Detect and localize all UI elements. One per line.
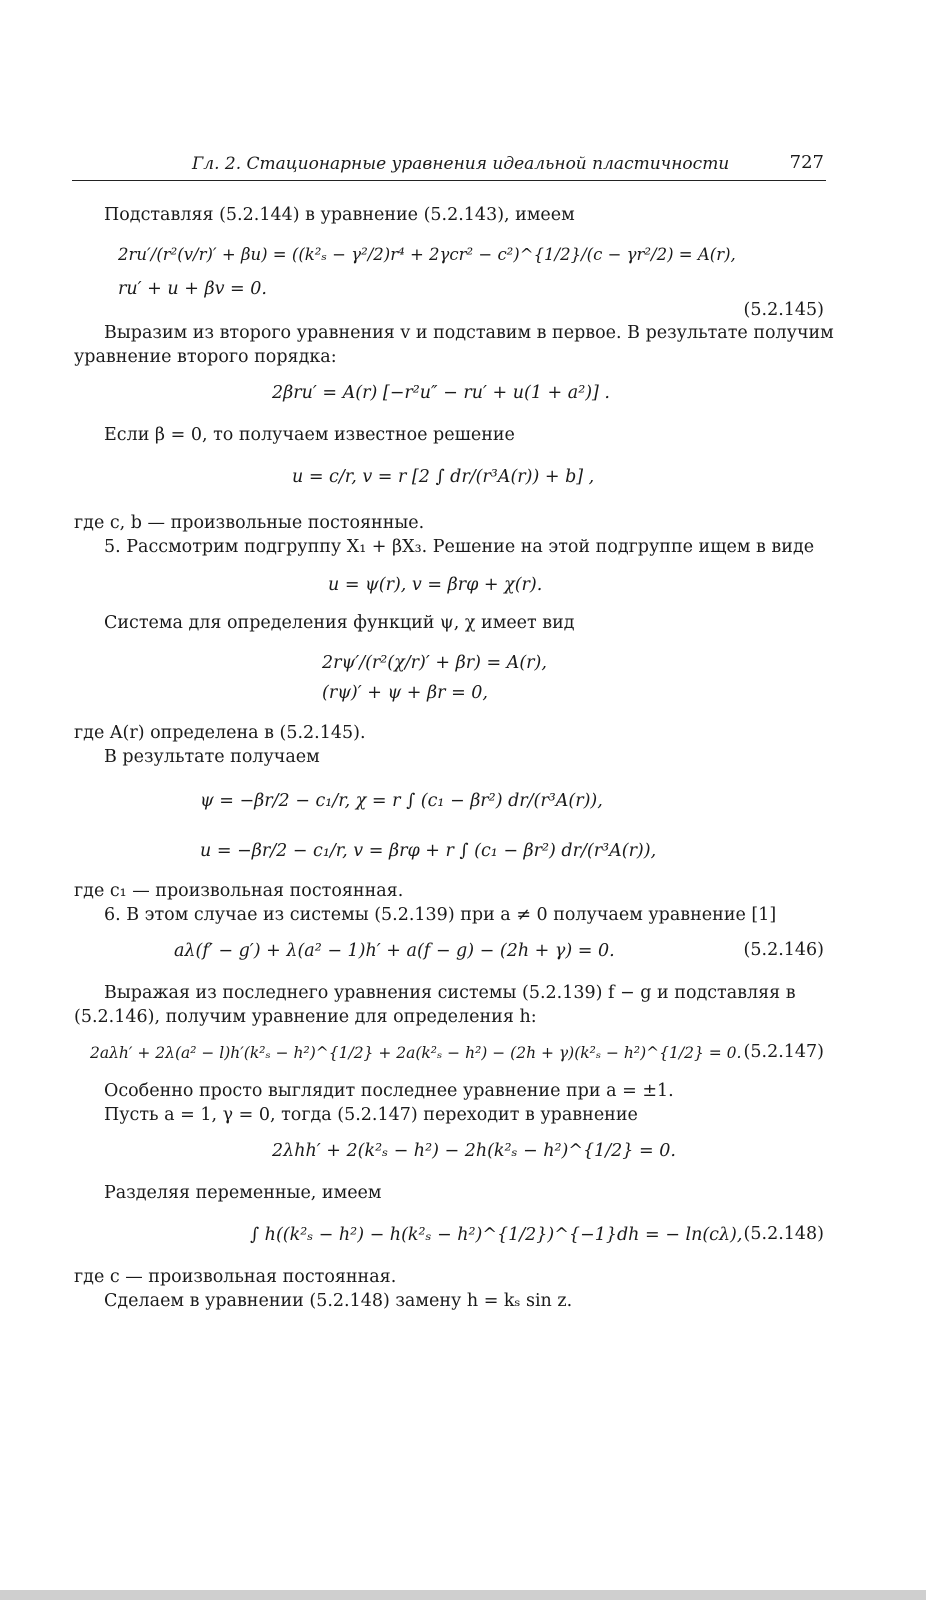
- text-line: где c, b — произвольные постоянные.: [74, 513, 425, 533]
- text-line: 5. Рассмотрим подгруппу X₁ + βX₃. Решение на этой подгруппе ищем в виде: [104, 537, 815, 557]
- equation: u = c/r, v = r [2 ∫ dr/(r³A(r)) + b] ,: [292, 467, 595, 487]
- equation-number: (5.2.148): [743, 1224, 824, 1244]
- equation: ∫ h((k²ₛ − h²) − h(k²ₛ − h²)^{1/2})^{−1}dh = − ln(cλ),: [250, 1225, 743, 1245]
- page-number: 727: [789, 152, 824, 173]
- equation: ψ = −βr/2 − c₁/r, χ = r ∫ (c₁ − βr²) dr/(r³A(r)),: [200, 791, 603, 811]
- running-header: [72, 150, 826, 181]
- equation: 2λhh′ + 2(k²ₛ − h²) − 2h(k²ₛ − h²)^{1/2} = 0.: [272, 1141, 676, 1161]
- equation: ru′ + u + βv = 0.: [118, 279, 267, 299]
- text-line: Особенно просто выглядит последнее уравнение при a = ±1.: [104, 1081, 674, 1101]
- equation: 2ru′/(r²(v/r)′ + βu) = ((k²ₛ − γ²/2)r⁴ + 2γcr² − c²)^{1/2}/(c − γr²/2) = A(r),: [118, 245, 736, 264]
- text-line: где A(r) определена в (5.2.145).: [74, 723, 366, 743]
- equation-number: (5.2.146): [743, 940, 824, 960]
- text-line: Если β = 0, то получаем известное решение: [104, 425, 515, 445]
- chapter-title: Гл. 2. Стационарные уравнения идеальной пластичности: [192, 154, 730, 174]
- equation-number: (5.2.147): [743, 1042, 824, 1062]
- text-line: Разделяя переменные, имеем: [104, 1183, 382, 1203]
- text-line: 6. В этом случае из системы (5.2.139) при a ≠ 0 получаем уравнение [1]: [104, 905, 777, 925]
- text-line: где c — произвольная постоянная.: [74, 1267, 397, 1287]
- equation: aλ(f′ − g′) + λ(a² − 1)h′ + a(f − g) − (2h + γ) = 0.: [174, 941, 615, 961]
- text-line: В результате получаем: [104, 747, 320, 767]
- scan-edge: [0, 1590, 926, 1600]
- equation-number: (5.2.145): [743, 300, 824, 320]
- equation: 2aλh′ + 2λ(a² − l)h′(k²ₛ − h²)^{1/2} + 2a(k²ₛ − h²) − (2h + γ)(k²ₛ − h²)^{1/2} = 0.: [90, 1044, 742, 1062]
- equation: 2rψ′/(r²(χ/r)′ + βr) = A(r),: [322, 653, 547, 673]
- equation: 2βru′ = A(r) [−r²u″ − ru′ + u(1 + a²)] .: [272, 383, 610, 403]
- equation: u = ψ(r), v = βrφ + χ(r).: [328, 575, 543, 595]
- equation: (rψ)′ + ψ + βr = 0,: [322, 683, 488, 703]
- text-line: Сделаем в уравнении (5.2.148) замену h = kₛ sin z.: [104, 1291, 573, 1311]
- text-line: Пусть a = 1, γ = 0, тогда (5.2.147) переходит в уравнение: [104, 1105, 638, 1125]
- equation: u = −βr/2 − c₁/r, v = βrφ + r ∫ (c₁ − βr²) dr/(r³A(r)),: [200, 841, 657, 861]
- text-line: Выразим из второго уравнения v и подставим в первое. В результате получим: [104, 323, 834, 343]
- text-line: Подставляя (5.2.144) в уравнение (5.2.143), имеем: [104, 205, 575, 225]
- text-line: уравнение второго порядка:: [74, 347, 337, 367]
- text-line: Выражая из последнего уравнения системы (5.2.139) f − g и подставляя в: [104, 983, 796, 1003]
- text-line: Система для определения функций ψ, χ имеет вид: [104, 613, 575, 633]
- text-line: где c₁ — произвольная постоянная.: [74, 881, 404, 901]
- text-line: (5.2.146), получим уравнение для определения h:: [74, 1007, 537, 1027]
